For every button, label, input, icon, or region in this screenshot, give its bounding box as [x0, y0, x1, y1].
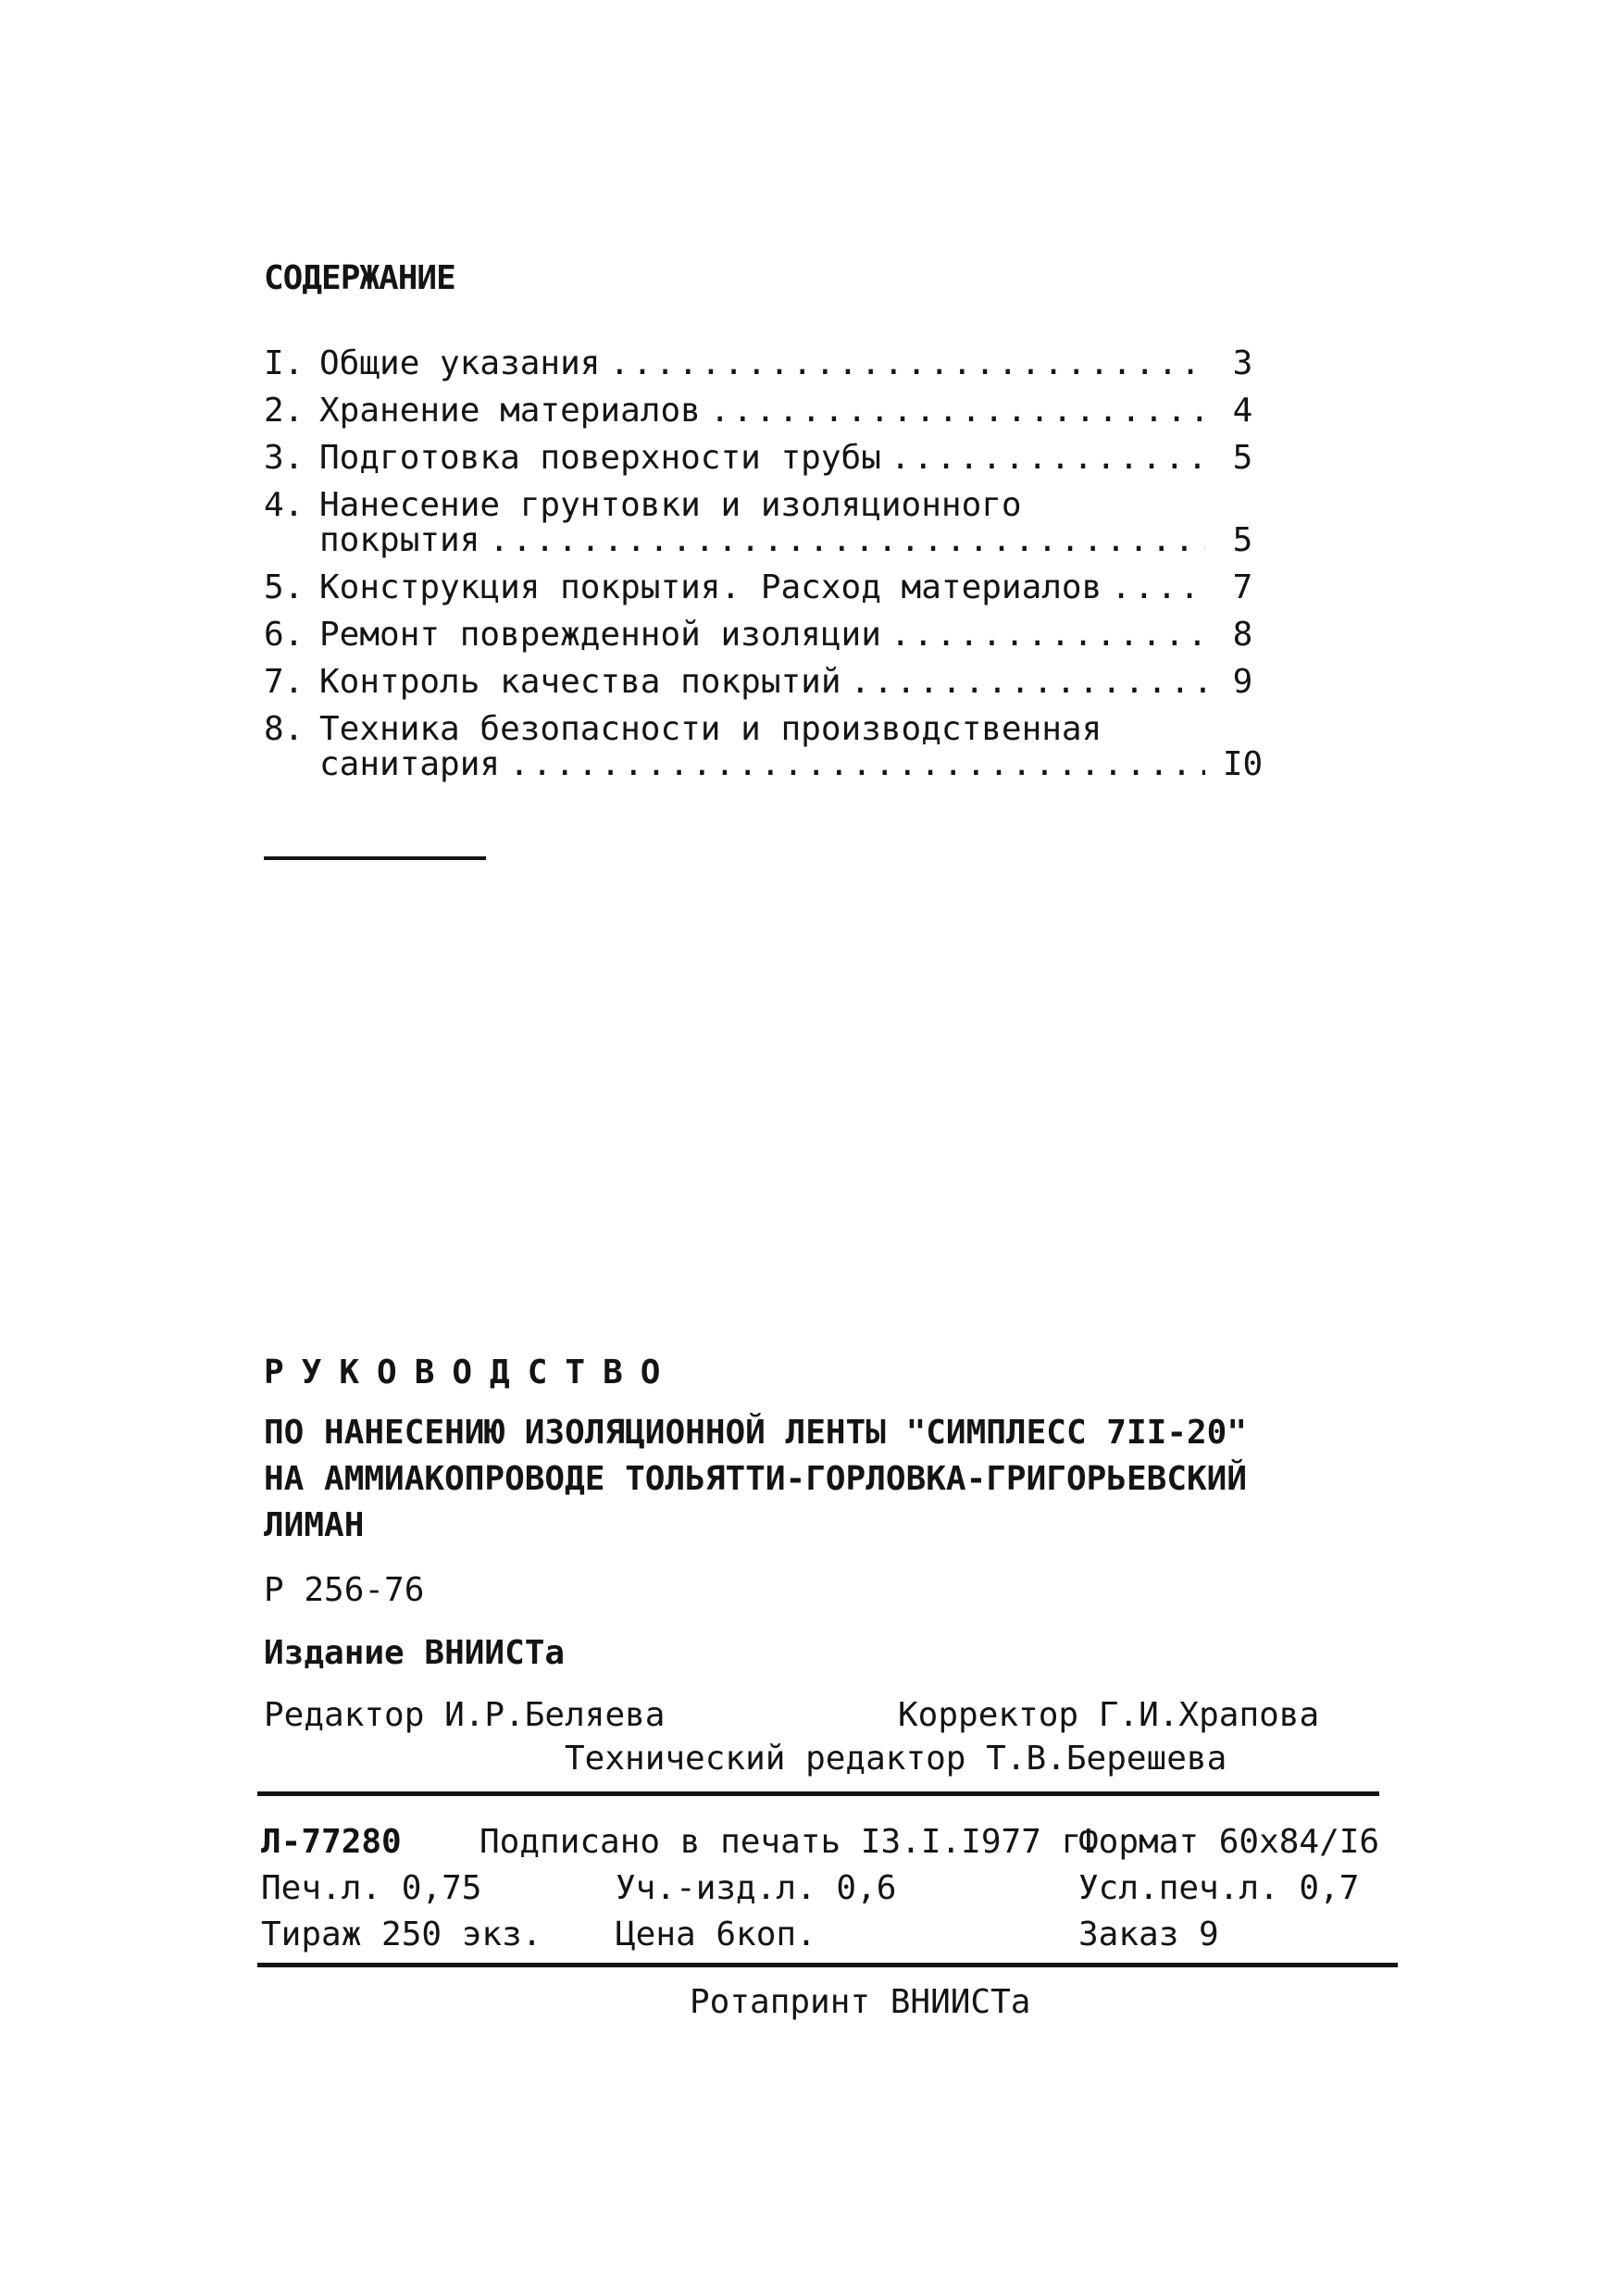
toc-item-number: 5.	[264, 568, 305, 606]
signed-to-print: Подписано в печать I3.I.I977 г.	[479, 1823, 1102, 1861]
toc-item-number: 6.	[264, 616, 305, 654]
toc-item	[264, 394, 1264, 428]
toc-item-number: 7.	[264, 663, 305, 701]
dot-leader	[710, 394, 1205, 428]
toc-item-number: 4.	[264, 486, 305, 524]
title-line: НА АММИАКОПРОВОДЕ ТОЛЬЯТТИ-ГОРЛОВКА-ГРИГОРЬЕВСКИЙ	[264, 1460, 1248, 1498]
price: Цена 6коп.	[616, 1915, 816, 1953]
toc-item	[264, 486, 1264, 559]
toc-item-page: 4	[1232, 392, 1253, 430]
toc-item	[264, 663, 1264, 701]
table-of-contents	[264, 344, 1264, 795]
toc-item-title: Нанесение грунтовки и изоляционного	[319, 486, 1022, 524]
toc-item	[264, 439, 1264, 477]
toc-item-title: Техника безопасности и производственная	[319, 710, 1102, 748]
toc-item-title: Конструкция покрытия. Расход материалов	[319, 568, 1102, 606]
toc-item-title: Хранение материалов	[319, 392, 701, 430]
toc-item-page: 8	[1232, 616, 1253, 654]
toc-item-title: Контроль качества покрытий	[319, 663, 841, 701]
editor: Редактор И.Р.Беляева	[264, 1696, 666, 1734]
imprint-rule-top	[257, 1791, 1379, 1796]
technical-editor: Технический редактор Т.В.Берешева	[565, 1740, 1227, 1778]
dot-leader	[509, 748, 1205, 781]
toc-item-number: 8.	[264, 710, 305, 748]
title-line: ПО НАНЕСЕНИЮ ИЗОЛЯЦИОННОЙ ЛЕНТЫ "СИМПЛЕСС 7II-20"	[264, 1414, 1248, 1452]
contents-heading: СОДЕРЖАНИЕ	[264, 259, 455, 297]
dot-leader	[851, 666, 1205, 699]
toc-item-title: Ремонт поврежденной изоляции	[319, 616, 881, 654]
edition-sheets: Уч.-изд.л. 0,6	[616, 1869, 897, 1907]
document-type: РУКОВОДСТВО	[264, 1354, 679, 1391]
order-number: Заказ 9	[1078, 1915, 1219, 1953]
dot-leader	[890, 618, 1205, 652]
order-id: Л-77280	[261, 1823, 402, 1861]
toc-item-number: 2.	[264, 392, 305, 430]
printer: Ротапринт ВНИИСТа	[690, 1983, 1031, 2021]
dot-leader	[609, 347, 1205, 381]
document-code: Р 256-76	[264, 1571, 425, 1609]
circulation: Тираж 250 экз.	[261, 1915, 542, 1953]
title-line: ЛИМАН	[264, 1506, 365, 1544]
dot-leader	[890, 442, 1205, 475]
toc-item-title-continued: санитария	[319, 745, 501, 783]
toc-item-page: 3	[1232, 344, 1253, 382]
toc-item	[264, 568, 1264, 606]
conventional-sheets: Усл.печ.л. 0,7	[1078, 1869, 1360, 1907]
toc-item-page: 9	[1232, 663, 1253, 701]
imprint-rule-bottom	[257, 1963, 1398, 1967]
dot-leader	[489, 524, 1205, 557]
toc-item-page: 5	[1232, 521, 1253, 559]
toc-item-title: Подготовка поверхности трубы	[319, 439, 881, 477]
toc-item-number: I.	[264, 344, 305, 382]
dot-leader	[1111, 571, 1205, 605]
section-divider	[264, 856, 486, 860]
toc-item-title-continued: покрытия	[319, 521, 480, 559]
paper-format: Формат 60х84/I6	[1078, 1823, 1380, 1861]
toc-item-number: 3.	[264, 439, 305, 477]
toc-item	[264, 344, 1264, 382]
toc-item	[264, 618, 1264, 652]
toc-item-page: 5	[1232, 439, 1253, 477]
toc-item-title: Общие указания	[319, 344, 601, 382]
toc-item-page: I0	[1222, 745, 1264, 783]
publisher: Издание ВНИИСТа	[264, 1634, 566, 1672]
print-sheets: Печ.л. 0,75	[261, 1869, 482, 1907]
corrector: Корректор Г.И.Храпова	[898, 1696, 1320, 1734]
toc-item-page: 7	[1232, 568, 1253, 606]
toc-item	[264, 710, 1264, 783]
